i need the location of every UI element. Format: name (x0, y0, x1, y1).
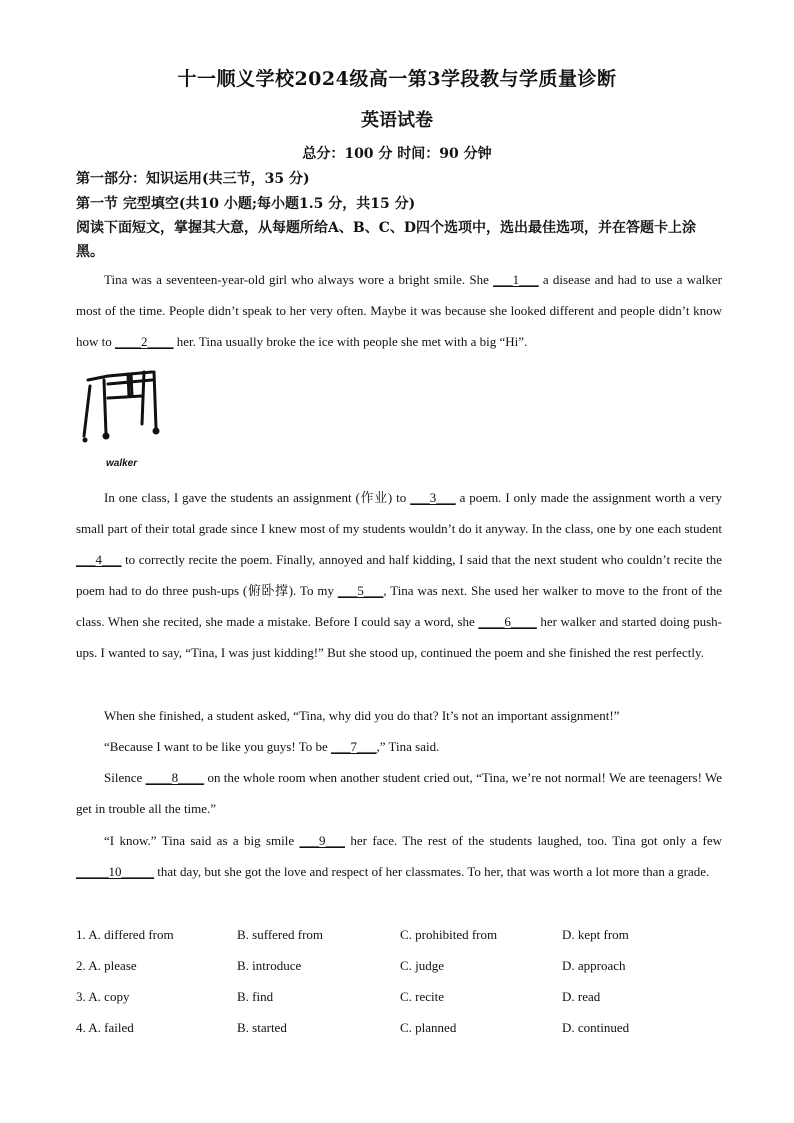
option-a: 3. A. copy (76, 989, 130, 1004)
option-d: D. read (562, 989, 601, 1004)
passage-text: a poem. I only made the assignment worth a very small part of their total grade since I knew most of my students wouldn’t do it anyway. In the class, one by one each student (76, 490, 722, 536)
option-row-3 (76, 981, 722, 1012)
section-heading: 第一节 完型填空(共10 小题;每小题1.5 分，共15 分) (76, 196, 416, 212)
blank-10: _____10_____ (76, 864, 154, 879)
exam-meta: 总分：100 分 时间：90 分钟 (302, 146, 492, 162)
passage-text: a disease and had to use a walker most of the time. People didn’t speak to her very often. Maybe it was because she looked different and people didn’t know how to (76, 272, 722, 349)
option-b: B. introduce (237, 958, 302, 973)
passage-text: “Because I want to be like you guys! To be (104, 739, 332, 754)
subject-title: 英语试卷 (361, 110, 433, 131)
passage-text: her. Tina usually broke the ice with people she met with a big “Hi”. (173, 334, 528, 349)
option-b: B. find (237, 989, 274, 1004)
passage-text: to correctly recite the poem. Finally, annoyed and half kidding, I said that the next student who couldn’t recite the poem had to do three push-ups (俯卧撑). To my (76, 552, 722, 598)
option-row-1 (76, 919, 722, 950)
option-d: D. kept from (562, 927, 629, 942)
passage-paragraph-3 (76, 700, 722, 731)
passage-text: Silence (104, 770, 146, 785)
blank-8: ____8____ (145, 770, 205, 785)
passage-text: her walker and started doing push-ups. I wanted to say, “Tina, I was just kidding!” But she stood up, continued the poem and she finished the rest perfectly. (76, 614, 722, 660)
option-c: C. judge (400, 958, 445, 973)
walker-illustration (80, 362, 166, 472)
exam-title: 十一顺义学校2024级高一第3学段教与学质量诊断 (177, 68, 617, 90)
option-row-2 (76, 950, 722, 981)
option-c: C. recite (400, 989, 445, 1004)
passage-text: her face. The rest of the students laughed, too. Tina got only a few (345, 833, 722, 848)
blank-4: ___4___ (76, 552, 122, 567)
passage-paragraph-4 (76, 731, 722, 762)
passage-paragraph-2 (76, 482, 722, 668)
option-d: D. continued (562, 1020, 630, 1035)
option-a: 4. A. failed (76, 1020, 134, 1035)
walker-caption: walker (106, 458, 138, 469)
passage-text: that day, but she got the love and respect of her classmates. To her, that was worth a lot more than a grade. (154, 864, 710, 879)
instructions: 阅读下面短文，掌握其大意，从每题所给A、B、C、D四个选项中，选出最佳选项，并在答题卡上涂黑。 (76, 220, 696, 260)
blank-1: ___1___ (493, 272, 539, 287)
passage-paragraph-6 (76, 825, 722, 887)
passage-text: Tina was a seventeen-year-old girl who always wore a bright smile. She (104, 272, 494, 287)
passage-text: When she finished, a student asked, “Tina, why did you do that? It’s not an important assignment!” (104, 708, 620, 723)
passage-paragraph-5 (76, 762, 722, 824)
passage-text: , Tina was next. She used her walker to move to the front of the class. When she recited, she made a mistake. Before I could say a word, she (76, 583, 723, 629)
passage-text: In one class, I gave the students an assignment (作业) to (104, 490, 411, 505)
option-b: B. started (237, 1020, 287, 1035)
passage-text: on the whole room when another student cried out, “Tina, we’re not normal! We are teenagers! We get in trouble all the time.” (76, 770, 723, 816)
walker-icon (80, 362, 166, 472)
option-row-4 (76, 1012, 722, 1043)
blank-5: ___5___ (337, 583, 384, 598)
option-b: B. suffered from (237, 927, 324, 942)
passage-text: “I know.” Tina said as a big smile (104, 833, 300, 848)
blank-6: ____6____ (478, 614, 537, 629)
passage-paragraph-1 (76, 264, 722, 357)
blank-3: ___3___ (410, 490, 456, 505)
option-c: C. planned (400, 1020, 457, 1035)
blank-7: ___7___ (331, 739, 377, 754)
part-heading: 第一部分：知识运用(共三节，35 分) (76, 171, 310, 187)
option-c: C. prohibited from (400, 927, 498, 942)
blank-9: ___9___ (299, 833, 345, 848)
option-a: 1. A. differed from (76, 927, 174, 942)
answer-options (76, 919, 722, 1043)
option-a: 2. A. please (76, 958, 137, 973)
blank-2: ____2____ (115, 334, 174, 349)
passage-text: ,” Tina said. (376, 739, 440, 754)
option-d: D. approach (562, 958, 626, 973)
